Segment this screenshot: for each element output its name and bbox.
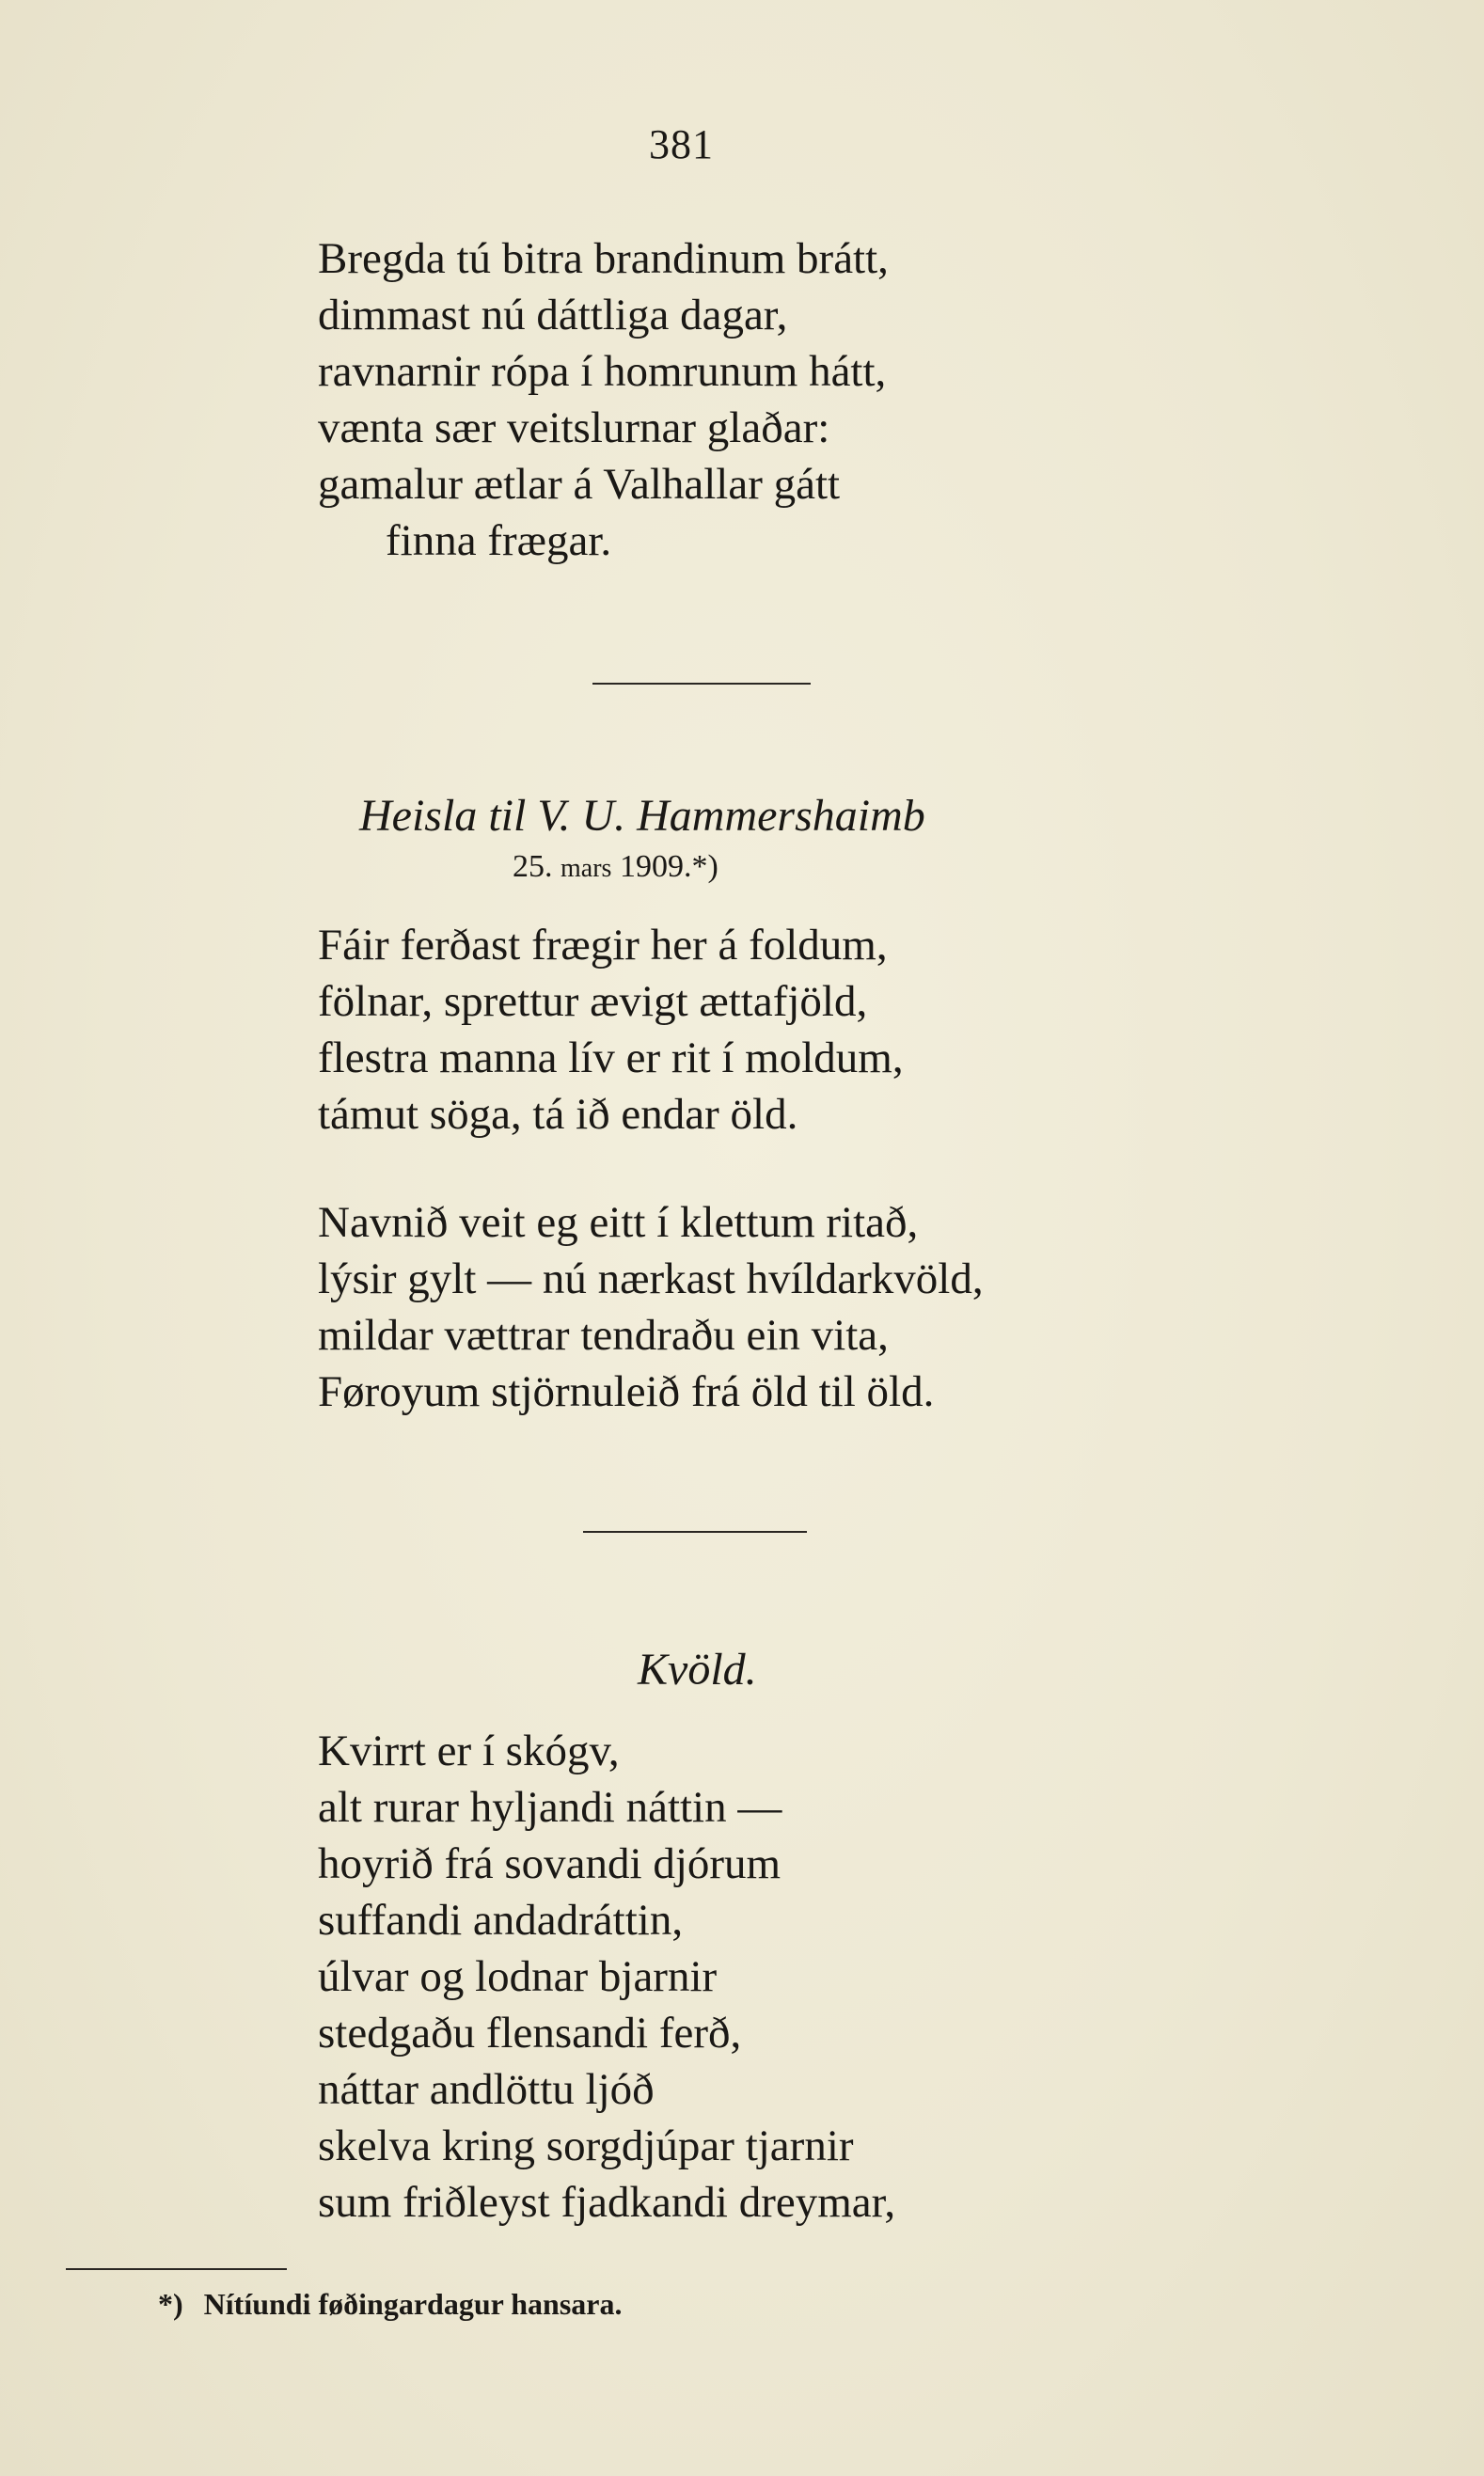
verse-line: gamalur ætlar á Valhallar gátt bbox=[318, 460, 841, 509]
footnote-rule bbox=[66, 2268, 287, 2270]
verse-line: Fáir ferðast frægir her á foldum, bbox=[318, 921, 888, 970]
section-divider bbox=[583, 1531, 807, 1533]
verse-line: ravnarnir rópa í homrunum hátt, bbox=[318, 347, 887, 396]
stanza-1 bbox=[318, 230, 889, 569]
verse-line: sum friðleyst fjadkandi dreymar, bbox=[318, 2178, 896, 2227]
date-month: mars bbox=[560, 854, 612, 883]
page-number: 381 bbox=[649, 121, 714, 167]
verse-line: stedgaðu flensandi ferð, bbox=[318, 2009, 742, 2058]
verse-line: lýsir gylt — nú nærkast hvíldarkvöld, bbox=[318, 1254, 984, 1303]
date-year-note: 1909.*) bbox=[619, 849, 718, 884]
verse-line: Kvirrt er í skógv, bbox=[318, 1727, 620, 1775]
footnote-text: Nítíundi føðingardagur hansara. bbox=[203, 2287, 623, 2321]
verse-line: alt rurar hyljandi náttin — bbox=[318, 1783, 782, 1832]
poem-title: Heisla til V. U. Hammershaimb bbox=[359, 791, 925, 841]
verse-line: mildar vættrar tendraðu ein vita, bbox=[318, 1311, 889, 1360]
stanza-3 bbox=[318, 1723, 895, 2231]
verse-line: Føroyum stjörnuleið frá öld til öld. bbox=[318, 1367, 935, 1416]
verse-line: Navnið veit eg eitt í klettum ritað, bbox=[318, 1198, 919, 1247]
verse-line: hoyrið frá sovandi djórum bbox=[318, 1839, 781, 1888]
verse-line: náttar andlöttu ljóð bbox=[318, 2065, 655, 2114]
footnote bbox=[158, 2287, 623, 2322]
footnote-marker: *) bbox=[158, 2287, 183, 2321]
stanza-2b bbox=[318, 1194, 984, 1420]
verse-line: suffandi andadráttin, bbox=[318, 1896, 684, 1945]
poem-dateline bbox=[513, 849, 718, 885]
verse-line: fölnar, sprettur ævigt ættafjöld, bbox=[318, 977, 868, 1026]
verse-line: flestra manna lív er rit í moldum, bbox=[318, 1033, 904, 1082]
verse-line: Bregda tú bitra brandinum brátt, bbox=[318, 234, 889, 283]
verse-line: skelva kring sorgdjúpar tjarnir bbox=[318, 2121, 854, 2170]
verse-line: vænta sær veitslurnar glaðar: bbox=[318, 403, 830, 452]
verse-line: finna frægar. bbox=[386, 516, 612, 565]
verse-line: úlvar og lodnar bjarnir bbox=[318, 1952, 718, 2001]
verse-line: dimmast nú dáttliga dagar, bbox=[318, 291, 788, 339]
section-divider bbox=[592, 683, 811, 685]
date-day: 25. bbox=[513, 849, 553, 884]
stanza-2a bbox=[318, 917, 904, 1143]
verse-line: támut söga, tá ið endar öld. bbox=[318, 1090, 798, 1139]
poem-title: Kvöld. bbox=[638, 1645, 757, 1695]
